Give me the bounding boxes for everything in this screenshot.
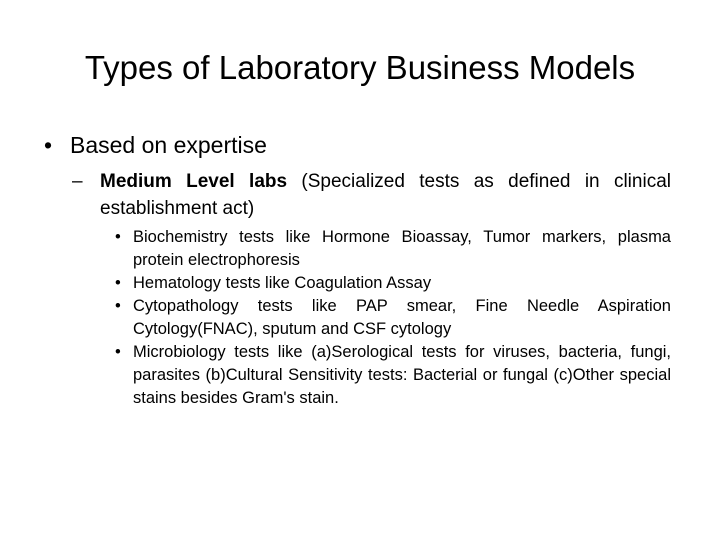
bullet-marker: • <box>44 132 53 158</box>
list-item-microbiology <box>115 341 671 410</box>
list-item-hematology <box>115 272 671 295</box>
list-item-text: Microbiology tests like (a)Serological tests for viruses, bacteria, fungi, parasites (b)Cultural Sensitivity tests: Bacterial or fungal (c)Other special stains besides Gram's stain. <box>133 343 671 407</box>
bullet-marker: • <box>115 274 121 292</box>
bullet-marker: • <box>115 228 121 246</box>
list-item-text: Biochemistry tests like Hormone Bioassay, Tumor markers, plasma protein electrophoresis <box>133 228 671 269</box>
list-item-text: Cytopathology tests like PAP smear, Fine Needle Aspiration Cytology(FNAC), sputum and CSF cytology <box>133 297 671 338</box>
list-item-cytopathology <box>115 295 671 341</box>
slide-content <box>0 128 720 410</box>
sub-bullet-bold-text: Medium Level labs <box>100 171 288 192</box>
sub-bullet-text: (Specialized tests as defined in clinical establishment act) <box>100 171 671 219</box>
sub-bullet-medium-level-labs <box>72 168 671 222</box>
bullet-marker: • <box>115 297 121 315</box>
slide-title: Types of Laboratory Business Models <box>84 49 636 86</box>
dash-marker: – <box>72 171 83 192</box>
list-item-text: Hematology tests like Coagulation Assay <box>133 274 432 292</box>
bullet-marker: • <box>115 343 121 361</box>
bullet-based-on-expertise <box>44 128 670 162</box>
bullet-text: Based on expertise <box>70 132 267 158</box>
list-item-biochemistry <box>115 226 671 272</box>
